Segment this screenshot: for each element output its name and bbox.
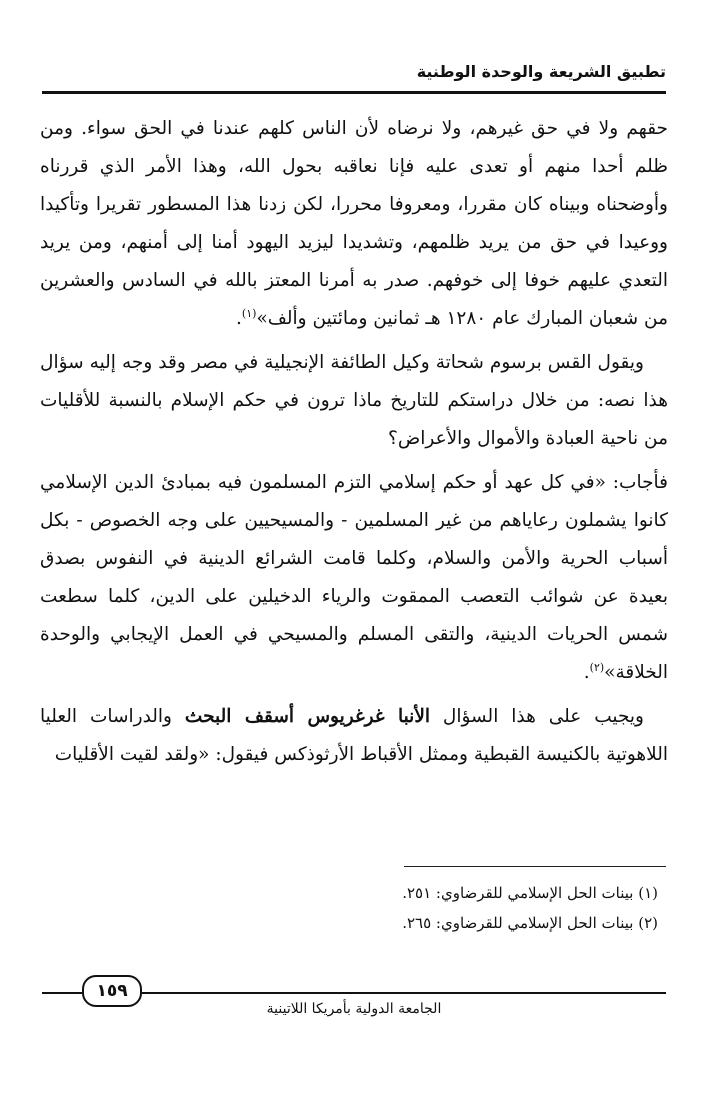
- paragraph-decree-end: .: [236, 308, 242, 329]
- main-text: [40, 110, 668, 780]
- paragraph-decree-text: حقهم ولا في حق غيرهم، ولا نرضاه لأن الناس كلهم عندنا في الحق سواء. ومن ظلم أحدا منهم أو تعدى عليه فإنا نعاقبه بحول الله، وهذا الأمر الذي قررناه وأوضحناه وبيناه كان مقررا، ومعروفا محررا، لكن زدنا هذا المسطور تقريرا وتأكيدا ووعيدا في حق من يريد ظلمهم، وتشديدا ليزيد اليهود أمنا إلى أمنهم، ومن يريد التعدي عليهم خوفا إلى خوفهم. صدر به أمرنا المعتز بالله في السادس والعشرين من شعبان المبارك عام ١٢٨٠ هـ ثمانين ومائتين وألف»: [40, 118, 668, 329]
- footnotes: [50, 878, 658, 938]
- paragraph-bishop-start: ويجيب على هذا السؤال: [430, 706, 644, 727]
- footnote-2: (٢) بينات الحل الإسلامي للقرضاوي: ٢٦٥.: [402, 914, 658, 932]
- paragraph-question: ويقول القس برسوم شحاتة وكيل الطائفة الإنجيلية في مصر وقد وجه إليه سؤال هذا نصه: من خلال دراستكم للتاريخ ماذا ترون في حكم الإسلام بالنسبة للأقليات من ناحية العبادة والأموال والأعراض؟: [40, 352, 668, 449]
- footnote-1: (١) بينات الحل الإسلامي للقرضاوي: ٢٥١.: [402, 884, 658, 902]
- paragraph-decree: [40, 110, 668, 338]
- publisher-name: الجامعة الدولية بأمريكا اللاتينية: [266, 1001, 442, 1017]
- paragraph-bishop: [40, 698, 668, 774]
- running-title: تطبيق الشريعة والوحدة الوطنية: [416, 62, 666, 81]
- page-header: [42, 58, 666, 98]
- footnote-separator: [404, 866, 666, 867]
- bishop-name: الأنبا غرغريوس أسقف البحث: [184, 706, 431, 727]
- paragraph-answer: [40, 464, 668, 692]
- footnote-ref-2: (٢): [589, 660, 605, 674]
- footnote-ref-1: (١): [241, 306, 257, 320]
- header-rule: [42, 91, 666, 94]
- paragraph-answer-text: فأجاب: «في كل عهد أو حكم إسلامي التزم المسلمون فيه بمبادئ الدين الإسلامي كانوا يشملون رعاياهم من غير المسلمين - والمسيحيين على وجه الخصوص - بكل أسباب الحرية والأمن والسلام، وكلما قامت الشرائع الدينية في النفوس بصدق بعيدة عن شوائب التعصب الممقوت والرياء الدخيلين على الدين، كلما سطعت شمس الحريات الدينية، والتقى المسلم والمسيحي في العمل الإيجابي والوحدة الخلاقة»: [40, 472, 668, 683]
- page-footer: [42, 975, 666, 1035]
- paragraph-answer-end: .: [583, 662, 590, 683]
- footer-rule-left: [42, 992, 82, 994]
- page-number: ١٥٩: [82, 975, 142, 1007]
- paragraph-bishop-rest: والدراسات العليا اللاهوتية بالكنيسة القبطية وممثل الأقباط الأرثوذكس فيقول: «ولقد لقيت الأقليات: [40, 706, 668, 765]
- footer-rule-right: [142, 992, 666, 994]
